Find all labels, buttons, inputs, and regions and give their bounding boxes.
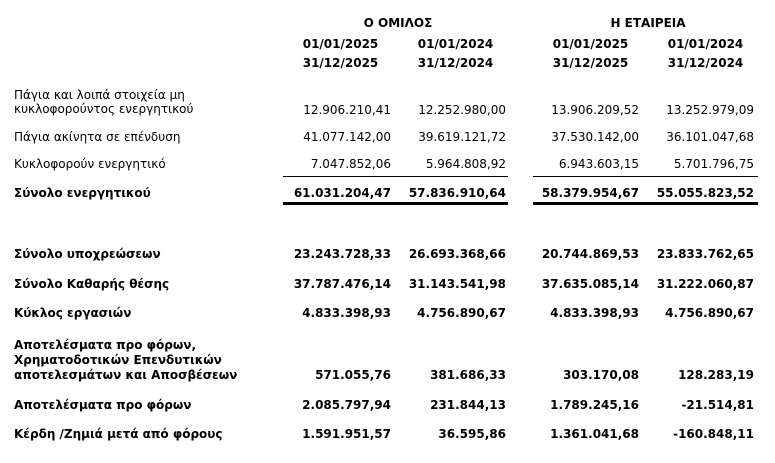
row-label-total-assets: Σύνολο ενεργητικού — [14, 186, 151, 200]
table-cell: 58.379.954,67 — [541, 186, 639, 200]
period-1-to: 31/12/2025 — [302, 56, 379, 70]
row-label-total-equity: Σύνολο Καθαρής θέσης — [14, 277, 170, 291]
table-cell: 1.361.041,68 — [550, 427, 639, 441]
table-cell: 1.591.951,57 — [302, 427, 391, 441]
table-cell: 37.635.085,14 — [541, 277, 639, 291]
period-3-to: 31/12/2025 — [552, 56, 629, 70]
row-label-ebt: Αποτελέσματα προ φόρων — [14, 398, 192, 412]
table-cell: 36.595,86 — [438, 427, 506, 441]
period-3-from: 01/01/2025 — [552, 37, 629, 51]
table-cell: 12.252.980,00 — [418, 103, 506, 117]
period-4-from: 01/01/2024 — [667, 37, 744, 51]
table-cell: 20.744.869,53 — [541, 247, 639, 261]
table-cell: 31.143.541,98 — [408, 277, 506, 291]
total-rule-group — [283, 202, 508, 205]
table-cell: 31.222.060,87 — [656, 277, 754, 291]
table-cell: 37.530.142,00 — [551, 130, 639, 144]
table-cell: 41.077.142,00 — [303, 130, 391, 144]
subtotal-rule-company — [533, 176, 758, 177]
table-cell: 36.101.047,68 — [666, 130, 754, 144]
table-cell: 2.085.797,94 — [302, 398, 391, 412]
table-cell: 303.170,08 — [563, 368, 639, 382]
row-label-current-assets: Κυκλοφορούν ενεργητικό — [14, 157, 166, 171]
table-cell: 55.055.823,52 — [656, 186, 754, 200]
row-label-ebitda: Αποτελέσματα προ φόρων, Χρηματοδοτικών Επενδυτικών αποτελεσμάτων και Αποσβέσεων — [14, 338, 238, 382]
row-label-turnover: Κύκλος εργασιών — [14, 306, 132, 320]
table-cell: -21.514,81 — [681, 398, 754, 412]
table-cell: 23.243.728,33 — [293, 247, 391, 261]
row-label-total-liabilities: Σύνολο υποχρεώσεων — [14, 247, 161, 261]
table-cell: 4.756.890,67 — [665, 306, 754, 320]
table-cell: 571.055,76 — [315, 368, 391, 382]
table-cell: 12.906.210,41 — [303, 103, 391, 117]
table-cell: 13.906.209,52 — [551, 103, 639, 117]
total-rule-company — [533, 202, 758, 205]
row-label-net-profit: Κέρδη /Ζημιά μετά από φόρους — [14, 427, 223, 441]
table-cell: 61.031.204,47 — [293, 186, 391, 200]
group-header: Ο ΟΜΙΛΟΣ — [363, 16, 433, 30]
table-cell: 4.833.398,93 — [302, 306, 391, 320]
table-cell: 1.789.245,16 — [550, 398, 639, 412]
table-cell: 4.756.890,67 — [417, 306, 506, 320]
row-label-noncurrent-assets: Πάγια και λοιπά στοιχεία μη κυκλοφορούντος ενεργητικού — [14, 88, 194, 116]
table-cell: 128.283,19 — [678, 368, 754, 382]
table-cell: 231.844,13 — [430, 398, 506, 412]
table-cell: 6.943.603,15 — [558, 157, 639, 171]
subtotal-rule-group — [283, 176, 508, 177]
period-2-to: 31/12/2024 — [417, 56, 494, 70]
table-cell: 5.964.808,92 — [425, 157, 506, 171]
table-cell: -160.848,11 — [673, 427, 754, 441]
table-cell: 23.833.762,65 — [656, 247, 754, 261]
table-cell: 5.701.796,75 — [673, 157, 754, 171]
table-cell: 13.252.979,09 — [666, 103, 754, 117]
table-cell: 4.833.398,93 — [550, 306, 639, 320]
table-cell: 381.686,33 — [430, 368, 506, 382]
table-cell: 37.787.476,14 — [293, 277, 391, 291]
period-1-from: 01/01/2025 — [302, 37, 379, 51]
table-cell: 39.619.121,72 — [418, 130, 506, 144]
table-cell: 26.693.368,66 — [408, 247, 506, 261]
table-cell: 7.047.852,06 — [310, 157, 391, 171]
period-2-from: 01/01/2024 — [417, 37, 494, 51]
row-label-investment-property: Πάγια ακίνητα σε επένδυση — [14, 130, 181, 144]
period-4-to: 31/12/2024 — [667, 56, 744, 70]
company-header: Η ΕΤΑΙΡΕΙΑ — [610, 16, 686, 30]
table-cell: 57.836.910,64 — [408, 186, 506, 200]
